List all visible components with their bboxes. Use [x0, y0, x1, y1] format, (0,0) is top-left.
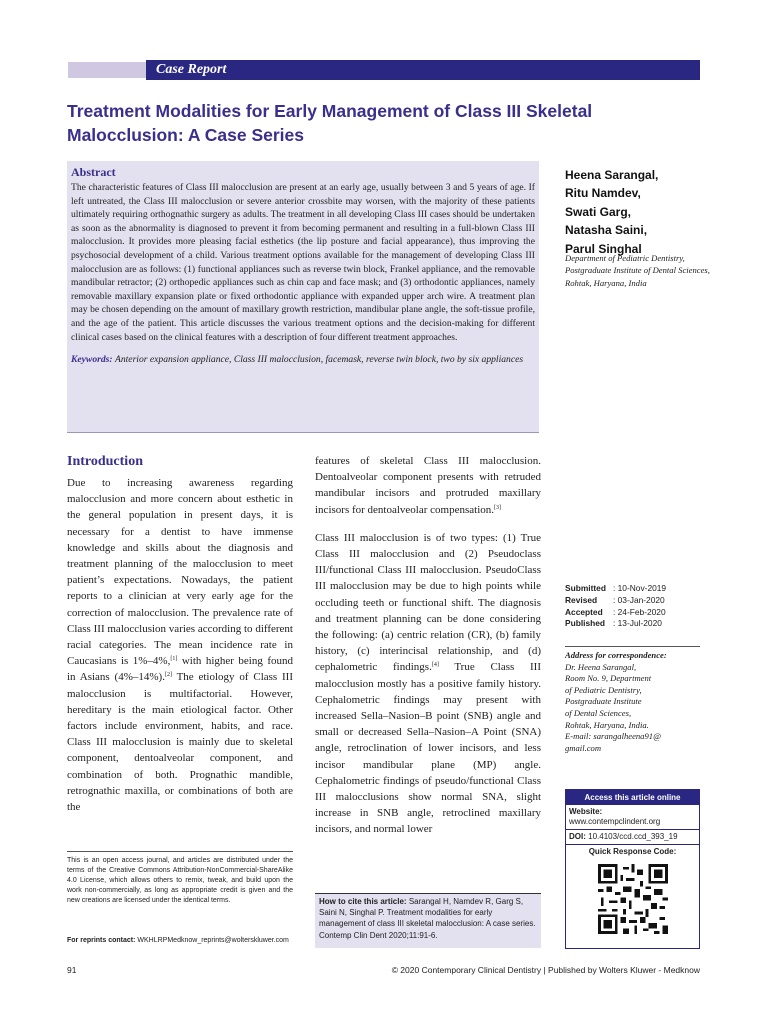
- qr-code-icon[interactable]: [598, 864, 668, 934]
- date-label: Revised: [565, 594, 598, 605]
- abstract-box: [67, 161, 539, 433]
- author-affiliation: Department of Pediatric Dentistry, Postgraduate Institute of Dental Sciences, Rohtak, Haryana, India: [565, 253, 710, 288]
- address-line: Room No. 9, Department: [565, 673, 652, 684]
- access-heading: Access this article online: [566, 790, 699, 805]
- address-line[interactable]: E-mail: sarangalheena91@: [565, 731, 661, 742]
- author-name: Parul Singhal: [565, 241, 642, 256]
- article-title: Treatment Modalities for Early Management of Class III Skeletal Malocclusion: A Case Series: [67, 101, 593, 145]
- cite-label: How to cite this article:: [319, 897, 407, 906]
- citation-ref[interactable]: [4]: [431, 662, 439, 669]
- correspondence-heading: Address for correspondence:: [565, 650, 667, 660]
- date-row: [565, 618, 666, 630]
- website-row: [566, 805, 699, 830]
- intro-text: Class III malocclusion is of two types: (1) True Class III malocclusion and (2) Pseudoclass III/functional Class III malocclusion. PseudoClass III malocclusion may be due to high points while occluding teeth or functional shift. The diagnosis and treatment planning can be done considering the following: (a) centric relation (CR), (b) family history, (c) interincisal relationship, and (d) cephalometric findings.: [315, 531, 541, 674]
- citation-box: [315, 893, 541, 948]
- intro-text: Due to increasing awareness regarding malocclusion and more concern about esthetic in the general population in present days, it is necessary for a dentist to have immense knowledge and skills about the diagnosis and treatment planning of the malocclusion to meet patient’s expectations. Nowadays, the patient reports to a clinician at very early age for the correction of malocclusion. The prevalence rate of Class III malocclusion varies according to different racial categories. The mean incidence rate in Caucasians is 1%–4%,: [67, 477, 293, 668]
- abstract-text: The characteristic features of Class III malocclusion are present at an early age, usually between 3 and 5 years of age. If left untreated, the Class III malocclusion or severe anterior crossbite may worsen, with the majority of these patients ultimately requiring orthognathic surgery as adults. The treatment in all developing Class III cases should be undertaken as soon as the abnormality is diagnosed to prevent it from becoming permanent and resulting in a full-blown Class III malocclusion. It provides more pleasing facial esthetics (the lip posture and facial appearance), thus improving the psychosocial development of a child. Various treatment options available for the management of developing Class III malocclusion are as follows: (1) functional appliances such as reverse twin block, Frankel appliance, and the removable mandibular retractor; (2) orthopedic appliances such as chin cap and face mask; and (3) orthodontic appliances, namely removable maxillary expansion plate or fixed orthodontic appliance with expanded upper arch wire. A treatment plan may be chosen depending on the amount of maxillary growth restriction, mandibular plane angle, the soft-tissue profile, and the age of the patient. This article discusses the various treatment options and the decision-making for different clinical cases based on the clinical features with a description of four different treatment approaches.: [71, 182, 535, 343]
- address-line[interactable]: gmail.com: [565, 742, 602, 753]
- reprints-contact: [67, 937, 307, 944]
- keywords-text: Anterior expansion appliance, Class III malocclusion, facemask, reverse twin block, two by six appliances: [114, 354, 524, 366]
- introduction-column-1: [67, 475, 293, 815]
- website-label: Website:: [569, 807, 603, 816]
- cite-text: Sarangal H, Namdev R, Garg S, Saini N, Singhal P. Treatment modalities for early management of class III skeletal malocclusion: A case series. Contemp Clin Dent 2020;11:91-6.: [319, 897, 536, 940]
- section-banner: [146, 60, 700, 80]
- date-value: : 10-Nov-2019: [613, 583, 667, 593]
- date-value: : 13-Jul-2020: [613, 618, 662, 629]
- website-link[interactable]: www.contempclindent.org: [569, 817, 661, 826]
- reprints-label: For reprints contact:: [67, 937, 136, 944]
- date-value: : 24-Feb-2020: [613, 606, 666, 617]
- address-line: Postgraduate Institute: [565, 696, 642, 707]
- keywords-label: Keywords:: [71, 354, 113, 366]
- page-number: 91: [67, 965, 77, 975]
- article-dates: [565, 583, 666, 630]
- date-label: Published: [565, 618, 606, 629]
- author-name: Swati Garg,: [565, 204, 632, 219]
- intro-text: True Class III malocclusion mostly has a positive family history. Cephalometric findings may present with increased Sella–Nasion–B point (SNB) angle and small or decreased Sella–Nasion–A Point (SNA) angle, retroclination of lower incisors, and less incisor mandibular plane (MP) angle. Cephalometric findings of pseudo/functional Class III malocclusions show normal SNA, slight increase in SNB angle, retroclined maxillary incisors, and normal lower: [315, 661, 541, 836]
- date-label: Accepted: [565, 606, 603, 617]
- introduction-column-2: [315, 453, 541, 838]
- introduction-heading: Introduction: [67, 454, 143, 469]
- date-row: [565, 595, 666, 607]
- article-type-label: Case Report: [156, 62, 227, 77]
- correspondence-divider: [565, 646, 700, 647]
- date-label: Submitted: [565, 583, 606, 593]
- date-row: [565, 607, 666, 619]
- address-line: of Dental Sciences,: [565, 707, 632, 718]
- abstract-heading: Abstract: [71, 165, 116, 179]
- footer-copyright: © 2020 Contemporary Clinical Dentistry | Published by Wolters Kluwer - Medknow: [391, 965, 700, 975]
- date-row: [565, 583, 666, 595]
- intro-paragraph: [315, 530, 541, 838]
- citation-ref[interactable]: [1]: [170, 656, 178, 663]
- date-value: : 03-Jan-2020: [613, 594, 665, 605]
- author-name: Ritu Namdev,: [565, 186, 641, 201]
- keywords: [71, 353, 535, 367]
- doi-label: DOI:: [569, 832, 586, 841]
- correspondence-address: [565, 650, 705, 754]
- reprints-email[interactable]: WKHLRPMedknow_reprints@wolterskluwer.com: [137, 937, 289, 944]
- address-line: of Pediatric Dentistry,: [565, 684, 642, 695]
- doi-link[interactable]: 10.4103/ccd.ccd_393_19: [588, 832, 678, 841]
- doi-row: [566, 830, 699, 845]
- address-line: Dr. Heena Sarangal,: [565, 661, 637, 672]
- author-name: Heena Sarangal,: [565, 168, 659, 182]
- author-name: Natasha Saini,: [565, 223, 648, 238]
- citation-ref[interactable]: [3]: [494, 504, 502, 511]
- intro-text: The etiology of Class III malocclusion is multifactorial. However, hereditary is the main etiological factor. Other factors include environment, habits, and race. Class III malocclusion is mainly due to skeletal component, dentoalveolar component, and combination of both. Prognathic mandible, retrognathic maxilla, or combinations of both are the: [67, 671, 294, 814]
- license-note: This is an open access journal, and articles are distributed under the terms of the Creative Commons Attribution-NonCommercial-ShareAlike 4.0 License, which allows others to remix, tweak, and build upon the work non-commercially, as long as appropriate credit is given and the new creations are licensed under the identical terms.: [67, 857, 293, 904]
- address-line: Rohtak, Haryana, India.: [565, 719, 649, 730]
- intro-text: with higher being found in Asians (4%–14%).: [67, 655, 293, 684]
- citation-ref[interactable]: [2]: [164, 672, 172, 679]
- author-list: [565, 166, 715, 258]
- qr-label: Quick Response Code:: [588, 847, 677, 856]
- access-online-box: [565, 789, 700, 949]
- intro-paragraph: [315, 453, 541, 518]
- intro-text: features of skeletal Class III malocclusion. Dentoalveolar component presents with retruded mandibular incisors and protruded maxillary incisors for dentoalveolar compensation.: [315, 455, 541, 516]
- license-divider: [67, 851, 293, 852]
